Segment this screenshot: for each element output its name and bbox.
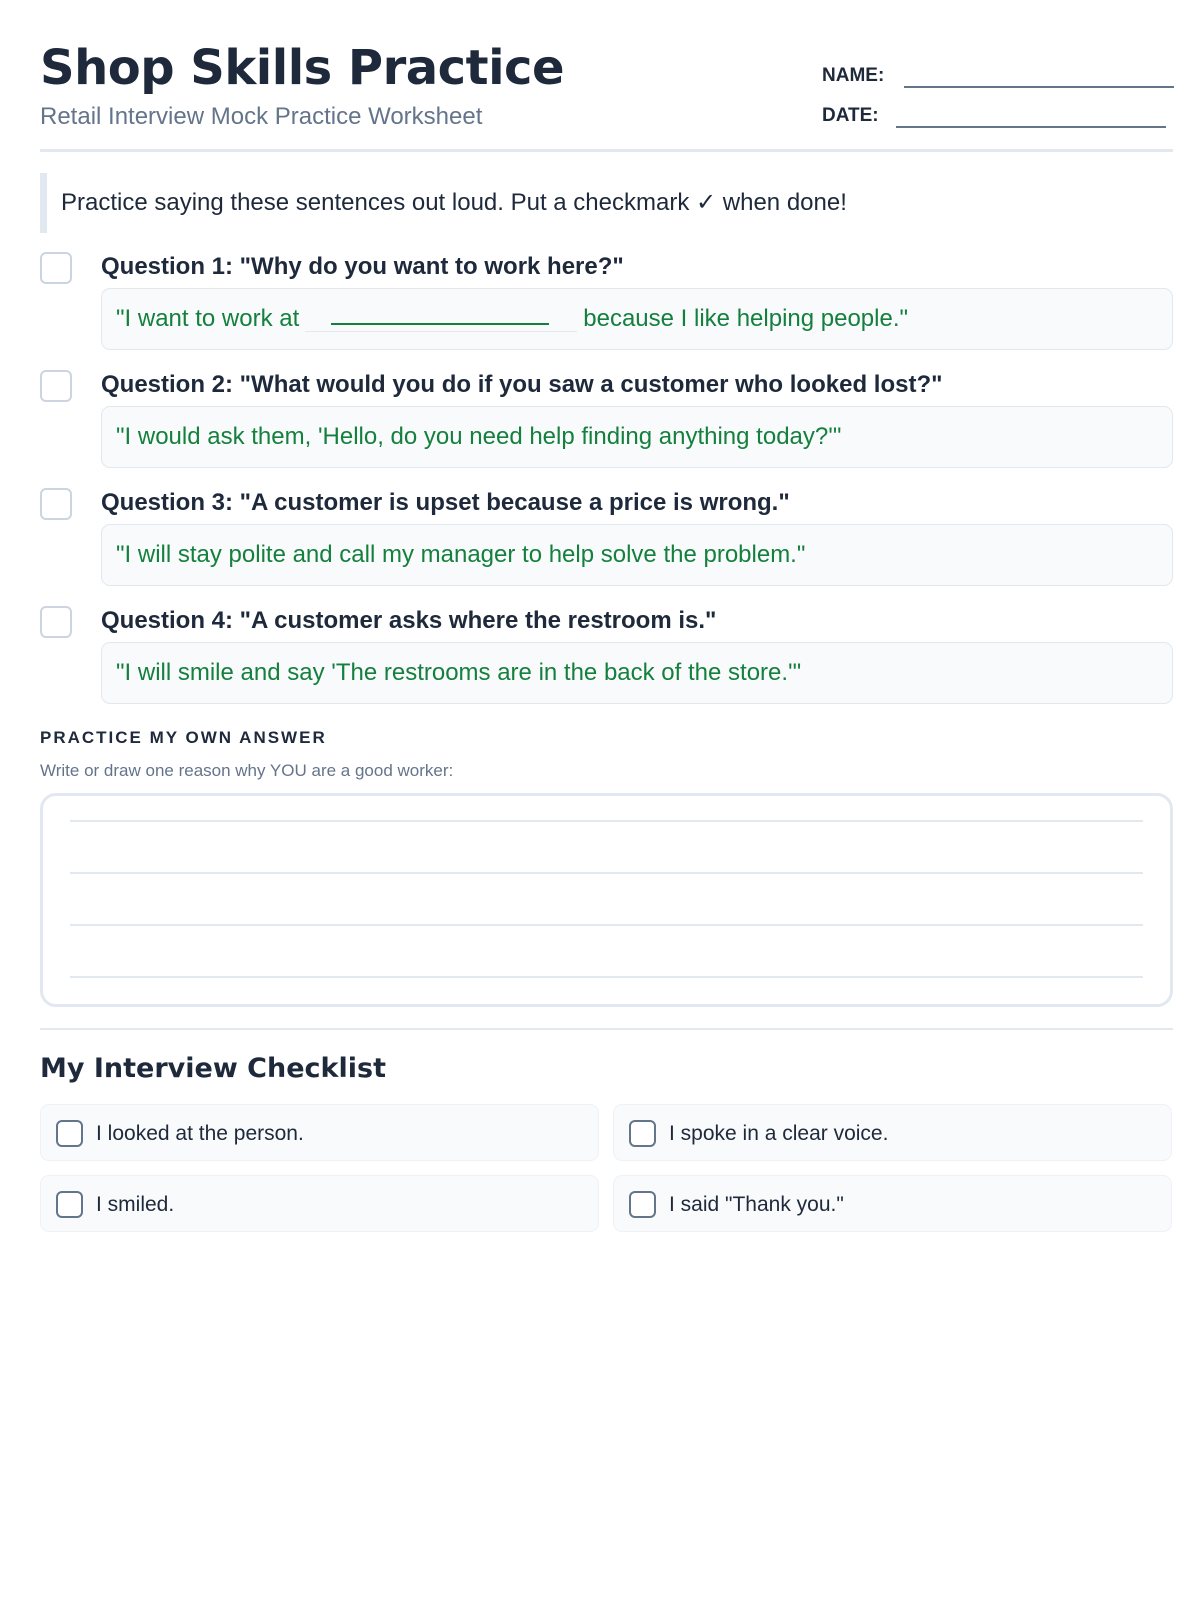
worksheet-page [40, 0, 1173, 1600]
checklist-title: My Interview Checklist [40, 1053, 386, 1084]
writing-line [70, 924, 1143, 926]
own-answer-hint: Write or draw one reason why YOU are a good worker: [40, 761, 454, 780]
date-blank-line[interactable] [896, 102, 1166, 128]
sample-answer: "I would ask them, 'Hello, do you need help finding anything today?'" [101, 406, 1173, 468]
name-blank-line[interactable] [904, 62, 1174, 88]
worksheet-header [40, 40, 1173, 152]
checklist-checkbox[interactable] [56, 1120, 83, 1147]
sample-answer: "I will stay polite and call my manager to help solve the problem." [101, 524, 1173, 586]
checklist-item-label: I said "Thank you." [669, 1193, 844, 1216]
question-text: Question 4: "A customer asks where the restroom is." [101, 607, 717, 634]
question-text: Question 3: "A customer is upset because a price is wrong." [101, 489, 790, 516]
checklist-item-label: I smiled. [96, 1193, 175, 1216]
checklist-item-label: I spoke in a clear voice. [669, 1122, 889, 1145]
question-checkbox[interactable] [40, 370, 72, 402]
section-divider [40, 1028, 1173, 1030]
checklist-item[interactable] [613, 1104, 1172, 1161]
sample-answer [101, 288, 1173, 350]
date-field [822, 102, 1166, 128]
question-checkbox[interactable] [40, 488, 72, 520]
page-title: Shop Skills Practice [40, 40, 565, 96]
name-field [822, 62, 1174, 88]
page-subtitle: Retail Interview Mock Practice Worksheet [40, 103, 483, 130]
question-text: Question 2: "What would you do if you saw a customer who looked lost?" [101, 371, 943, 398]
question-checkbox[interactable] [40, 252, 72, 284]
sample-answer: "I will smile and say 'The restrooms are in the back of the store.'" [101, 642, 1173, 704]
writing-line [70, 820, 1143, 822]
own-answer-writing-box[interactable] [40, 793, 1173, 1007]
checklist-checkbox[interactable] [56, 1191, 83, 1218]
answer-text-end: because I like helping people." [583, 305, 909, 332]
writing-line [70, 976, 1143, 978]
question-text: Question 1: "Why do you want to work here?" [101, 253, 624, 280]
date-label: DATE: [822, 105, 879, 126]
name-label: NAME: [822, 65, 885, 86]
question-checkbox[interactable] [40, 606, 72, 638]
checklist-item[interactable] [613, 1175, 1172, 1232]
answer-text-start: "I want to work at [116, 305, 300, 332]
writing-line [70, 872, 1143, 874]
checklist-item[interactable] [40, 1104, 599, 1161]
checklist-checkbox[interactable] [629, 1120, 656, 1147]
workplace-blank[interactable] [305, 302, 577, 332]
checklist-item[interactable] [40, 1175, 599, 1232]
own-answer-heading: PRACTICE MY OWN ANSWER [40, 728, 327, 747]
checklist-checkbox[interactable] [629, 1191, 656, 1218]
checklist-item-label: I looked at the person. [96, 1122, 304, 1145]
instructions-callout: Practice saying these sentences out loud. Put a checkmark ✓ when done! [40, 173, 1173, 233]
